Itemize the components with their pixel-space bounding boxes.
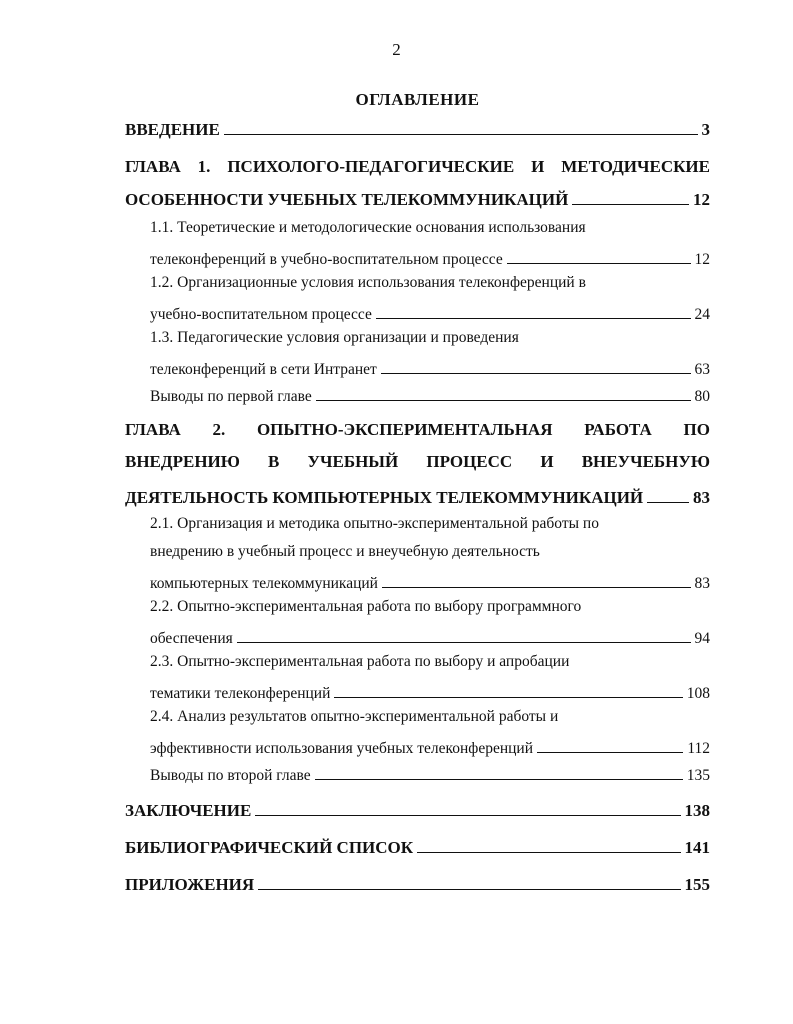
toc-entry-label: БИБЛИОГРАФИЧЕСКИЙ СПИСОК <box>125 838 414 857</box>
toc-section-2-4[interactable] <box>125 703 710 758</box>
leader-line <box>334 697 682 698</box>
section-title-line-end <box>125 242 710 269</box>
toc-section-2-3[interactable] <box>125 648 710 703</box>
chapter-title-text: ОСОБЕННОСТИ УЧЕБНЫХ ТЕЛЕКОММУНИКАЦИЙ <box>125 190 569 209</box>
toc-chapter-1-conclusion[interactable] <box>125 379 710 406</box>
leader-line <box>255 815 680 816</box>
section-title-text: телеконференций в учебно-воспитательном процессе <box>150 251 503 268</box>
leader-line <box>417 852 680 853</box>
toc-entry-page: 94 <box>694 630 710 647</box>
toc-entry-page: 80 <box>694 388 710 405</box>
section-title-line: 2.3. Опытно-экспериментальная работа по выбору и апробации <box>150 653 570 670</box>
chapter-title-line-end <box>125 181 710 210</box>
toc-entry-page: 141 <box>684 838 710 857</box>
section-title-line-end <box>125 297 710 324</box>
leader-line <box>382 587 691 588</box>
toc-chapter-2[interactable] <box>125 414 710 508</box>
toc-section-2-1[interactable] <box>125 510 710 593</box>
toc-entry-conclusion[interactable] <box>125 797 710 821</box>
chapter-title-line: ВНЕДРЕНИЮ В УЧЕБНЫЙ ПРОЦЕСС И ВНЕУЧЕБНУЮ <box>125 452 710 471</box>
section-title-text: Выводы по первой главе <box>150 388 312 405</box>
toc-entry-page: 83 <box>694 575 710 592</box>
section-title-line: 1.2. Организационные условия использования телеконференций в <box>150 274 586 291</box>
leader-line <box>507 263 691 264</box>
toc-entry-page: 24 <box>694 306 710 323</box>
toc-entry-bibliography[interactable] <box>125 834 710 858</box>
section-title-text: Выводы по второй главе <box>150 767 311 784</box>
toc-entry-label: ВВЕДЕНИЕ <box>125 120 220 139</box>
toc-section-1-3[interactable] <box>125 324 710 379</box>
toc-entry-page: 83 <box>693 488 710 507</box>
toc-entry-page: 108 <box>686 685 710 702</box>
toc-section-2-2[interactable] <box>125 593 710 648</box>
toc-entry-introduction[interactable] <box>125 118 710 140</box>
toc-entry-page: 12 <box>693 190 710 209</box>
chapter-title-line: ГЛАВА 2. ОПЫТНО-ЭКСПЕРИМЕНТАЛЬНАЯ РАБОТА ПО <box>125 420 710 439</box>
chapter-title-text: ДЕЯТЕЛЬНОСТЬ КОМПЬЮТЕРНЫХ ТЕЛЕКОММУНИКАЦИЙ <box>125 488 644 507</box>
leader-line <box>647 502 689 503</box>
section-title-line: 2.2. Опытно-экспериментальная работа по выбору программного <box>150 598 582 615</box>
toc-entry-page: 12 <box>694 251 710 268</box>
leader-line <box>537 752 683 753</box>
leader-line <box>381 373 691 374</box>
leader-line <box>258 889 680 890</box>
toc-entry-page: 63 <box>694 361 710 378</box>
leader-line <box>572 204 689 205</box>
leader-line <box>237 642 691 643</box>
section-title-line-end <box>125 676 710 703</box>
section-title-text: тематики телеконференций <box>150 685 331 702</box>
table-of-contents <box>125 118 710 895</box>
section-title-line: 2.1. Организация и методика опытно-экспериментальной работы по <box>150 515 599 532</box>
section-title-text: учебно-воспитательном процессе <box>150 306 372 323</box>
section-title-line-end <box>125 621 710 648</box>
leader-line <box>316 400 691 401</box>
toc-entry-page: 155 <box>684 875 710 894</box>
toc-entry-page: 138 <box>684 801 710 820</box>
chapter-title-line-end <box>125 478 710 508</box>
toc-title: ОГЛАВЛЕНИЕ <box>355 90 480 109</box>
toc-entry-page: 135 <box>686 767 710 784</box>
leader-line <box>376 318 691 319</box>
page-number: 2 <box>392 40 401 59</box>
section-title-line-end <box>125 731 710 758</box>
section-title-text: эффективности использования учебных телеконференций <box>150 740 534 757</box>
chapter-title-line: ГЛАВА 1. ПСИХОЛОГО-ПЕДАГОГИЧЕСКИЕ И МЕТОДИЧЕСКИЕ <box>125 157 710 176</box>
section-title-line: 1.1. Теоретические и методологические основания использования <box>150 219 586 236</box>
section-title-text: телеконференций в сети Интранет <box>150 361 377 378</box>
toc-chapter-2-conclusion[interactable] <box>125 758 710 785</box>
section-title-line-end <box>125 352 710 379</box>
leader-line <box>224 134 698 135</box>
toc-entry-page: 3 <box>701 120 710 139</box>
toc-section-1-1[interactable] <box>125 214 710 269</box>
toc-entry-page: 112 <box>687 740 710 757</box>
toc-chapter-1[interactable] <box>125 152 710 210</box>
toc-entry-label: ПРИЛОЖЕНИЯ <box>125 875 255 894</box>
toc-section-1-2[interactable] <box>125 269 710 324</box>
leader-line <box>315 779 683 780</box>
section-title-text: обеспечения <box>150 630 233 647</box>
section-title-line: 1.3. Педагогические условия организации и проведения <box>150 329 519 346</box>
section-title-line-end <box>125 566 710 593</box>
section-title-line: внедрению в учебный процесс и внеучебную деятельность <box>150 543 540 560</box>
toc-entry-label: ЗАКЛЮЧЕНИЕ <box>125 801 252 820</box>
section-title-line: 2.4. Анализ результатов опытно-экспериментальной работы и <box>150 708 559 725</box>
section-title-text: компьютерных телекоммуникаций <box>150 575 378 592</box>
toc-entry-appendices[interactable] <box>125 871 710 895</box>
